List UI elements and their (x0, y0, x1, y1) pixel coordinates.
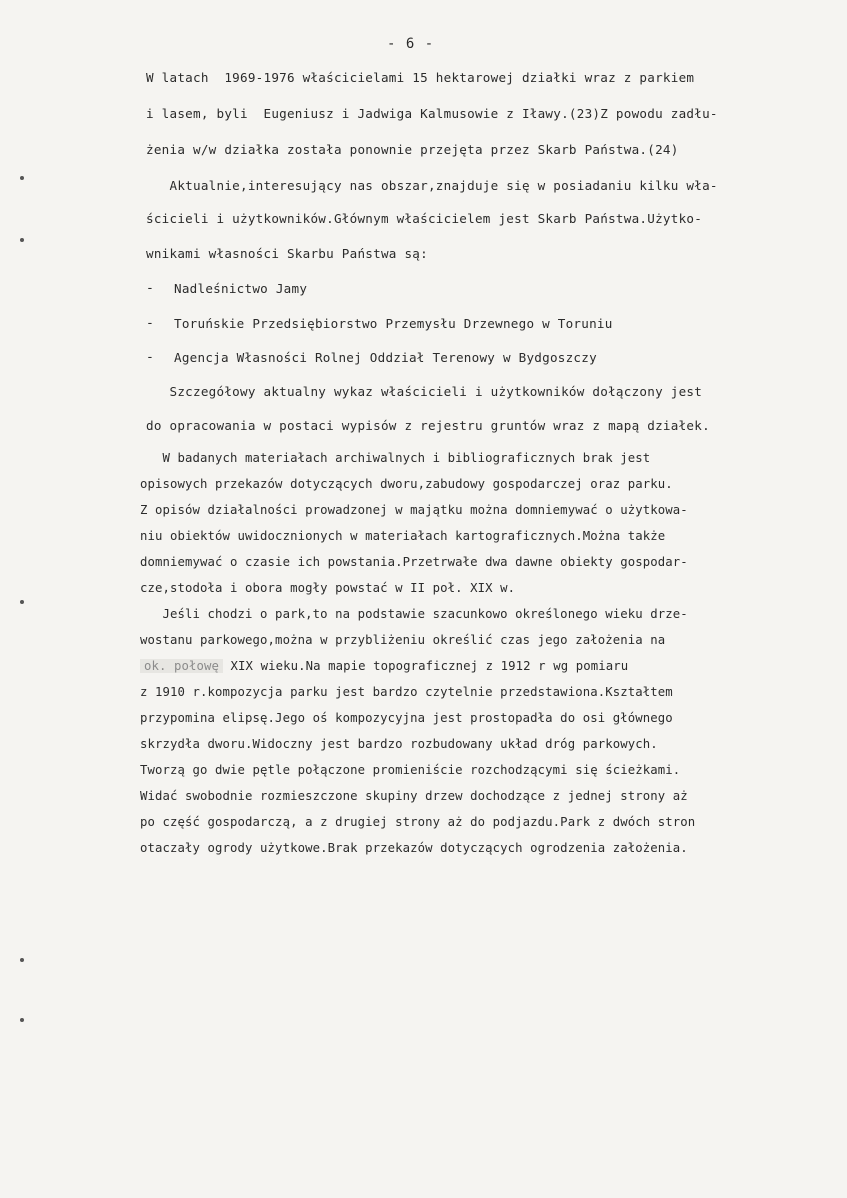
list-item-1: Nadleśnictwo Jamy (174, 281, 308, 296)
paragraph-4-line-6: cze,stodoła i obora mogły powstać w II poł. XIX w. (140, 581, 516, 595)
list-dash-2: - (146, 316, 154, 331)
paragraph-4-line-4: niu obiektów uwidocznionych w materiałach kartograficznych.Można także (140, 529, 666, 543)
paragraph-1-line-2: i lasem, byli Eugeniusz i Jadwiga Kalmusowie z Iławy.(23)Z powodu zadłu- (146, 106, 718, 121)
list-item-3: Agencja Własności Rolnej Oddział Terenowy w Bydgoszczy (174, 350, 597, 365)
punch-mark (20, 1018, 24, 1022)
punch-mark (20, 176, 24, 180)
paragraph-2-line-1: Aktualnie,interesujący nas obszar,znajduje się w posiadaniu kilku wła- (146, 178, 718, 193)
paragraph-5-line-8: Widać swobodnie rozmieszczone skupiny drzew dochodzące z jednej strony aż (140, 789, 688, 803)
paragraph-5-line-2: wostanu parkowego,można w przybliżeniu określić czas jego założenia na (140, 633, 666, 647)
page-number: - 6 - (387, 36, 435, 52)
paragraph-1-line-1: W latach 1969-1976 właścicielami 15 hektarowej działki wraz z parkiem (146, 70, 695, 85)
paragraph-4-line-5: domniemywać o czasie ich powstania.Przetrwałe dwa dawne obiekty gospodar- (140, 555, 688, 569)
paragraph-1-line-3: żenia w/w działka została ponownie przejęta przez Skarb Państwa.(24) (146, 142, 679, 157)
highlighted-phrase: ok. połowę (140, 659, 223, 673)
paragraph-5-line-7: Tworzą go dwie pętle połączone promieniście rozchodzącymi się ścieżkami. (140, 763, 681, 777)
paragraph-5-line-1: Jeśli chodzi o park,to na podstawie szacunkowo określonego wieku drze- (140, 607, 688, 621)
punch-mark (20, 600, 24, 604)
paragraph-3-line-1: Szczegółowy aktualny wykaz właścicieli i użytkowników dołączony jest (146, 384, 703, 399)
paragraph-5-line-9: po część gospodarczą, a z drugiej strony aż do podjazdu.Park z dwóch stron (140, 815, 696, 829)
paragraph-5-line-6: skrzydła dworu.Widoczny jest bardzo rozbudowany układ dróg parkowych. (140, 737, 658, 751)
paragraph-2-line-3: wnikami własności Skarbu Państwa są: (146, 246, 428, 261)
paragraph-2-line-2: ścicieli i użytkowników.Głównym właścicielem jest Skarb Państwa.Użytko- (146, 211, 703, 226)
punch-mark (20, 958, 24, 962)
paragraph-5-line-4: z 1910 r.kompozycja parku jest bardzo czytelnie przedstawiona.Kształtem (140, 685, 673, 699)
list-dash-3: - (146, 350, 154, 365)
paragraph-3-line-2: do opracowania w postaci wypisów z rejestru gruntów wraz z mapą działek. (146, 418, 710, 433)
paragraph-5-line-3 (140, 659, 628, 673)
paragraph-4-line-3: Z opisów działalności prowadzonej w majątku można domniemywać o użytkowa- (140, 503, 688, 517)
list-item-2: Toruńskie Przedsiębiorstwo Przemysłu Drzewnego w Toruniu (174, 316, 613, 331)
paragraph-5-line-3-rest: XIX wieku.Na mapie topograficznej z 1912 r wg pomiaru (223, 659, 629, 673)
paragraph-5-line-10: otaczały ogrody użytkowe.Brak przekazów dotyczących ogrodzenia założenia. (140, 841, 688, 855)
paragraph-4-line-1: W badanych materiałach archiwalnych i bibliograficznych brak jest (140, 451, 651, 465)
punch-mark (20, 238, 24, 242)
paragraph-5-line-5: przypomina elipsę.Jego oś kompozycyjna jest prostopadła do osi głównego (140, 711, 673, 725)
paragraph-4-line-2: opisowych przekazów dotyczących dworu,zabudowy gospodarczej oraz parku. (140, 477, 673, 491)
list-dash-1: - (146, 281, 154, 296)
